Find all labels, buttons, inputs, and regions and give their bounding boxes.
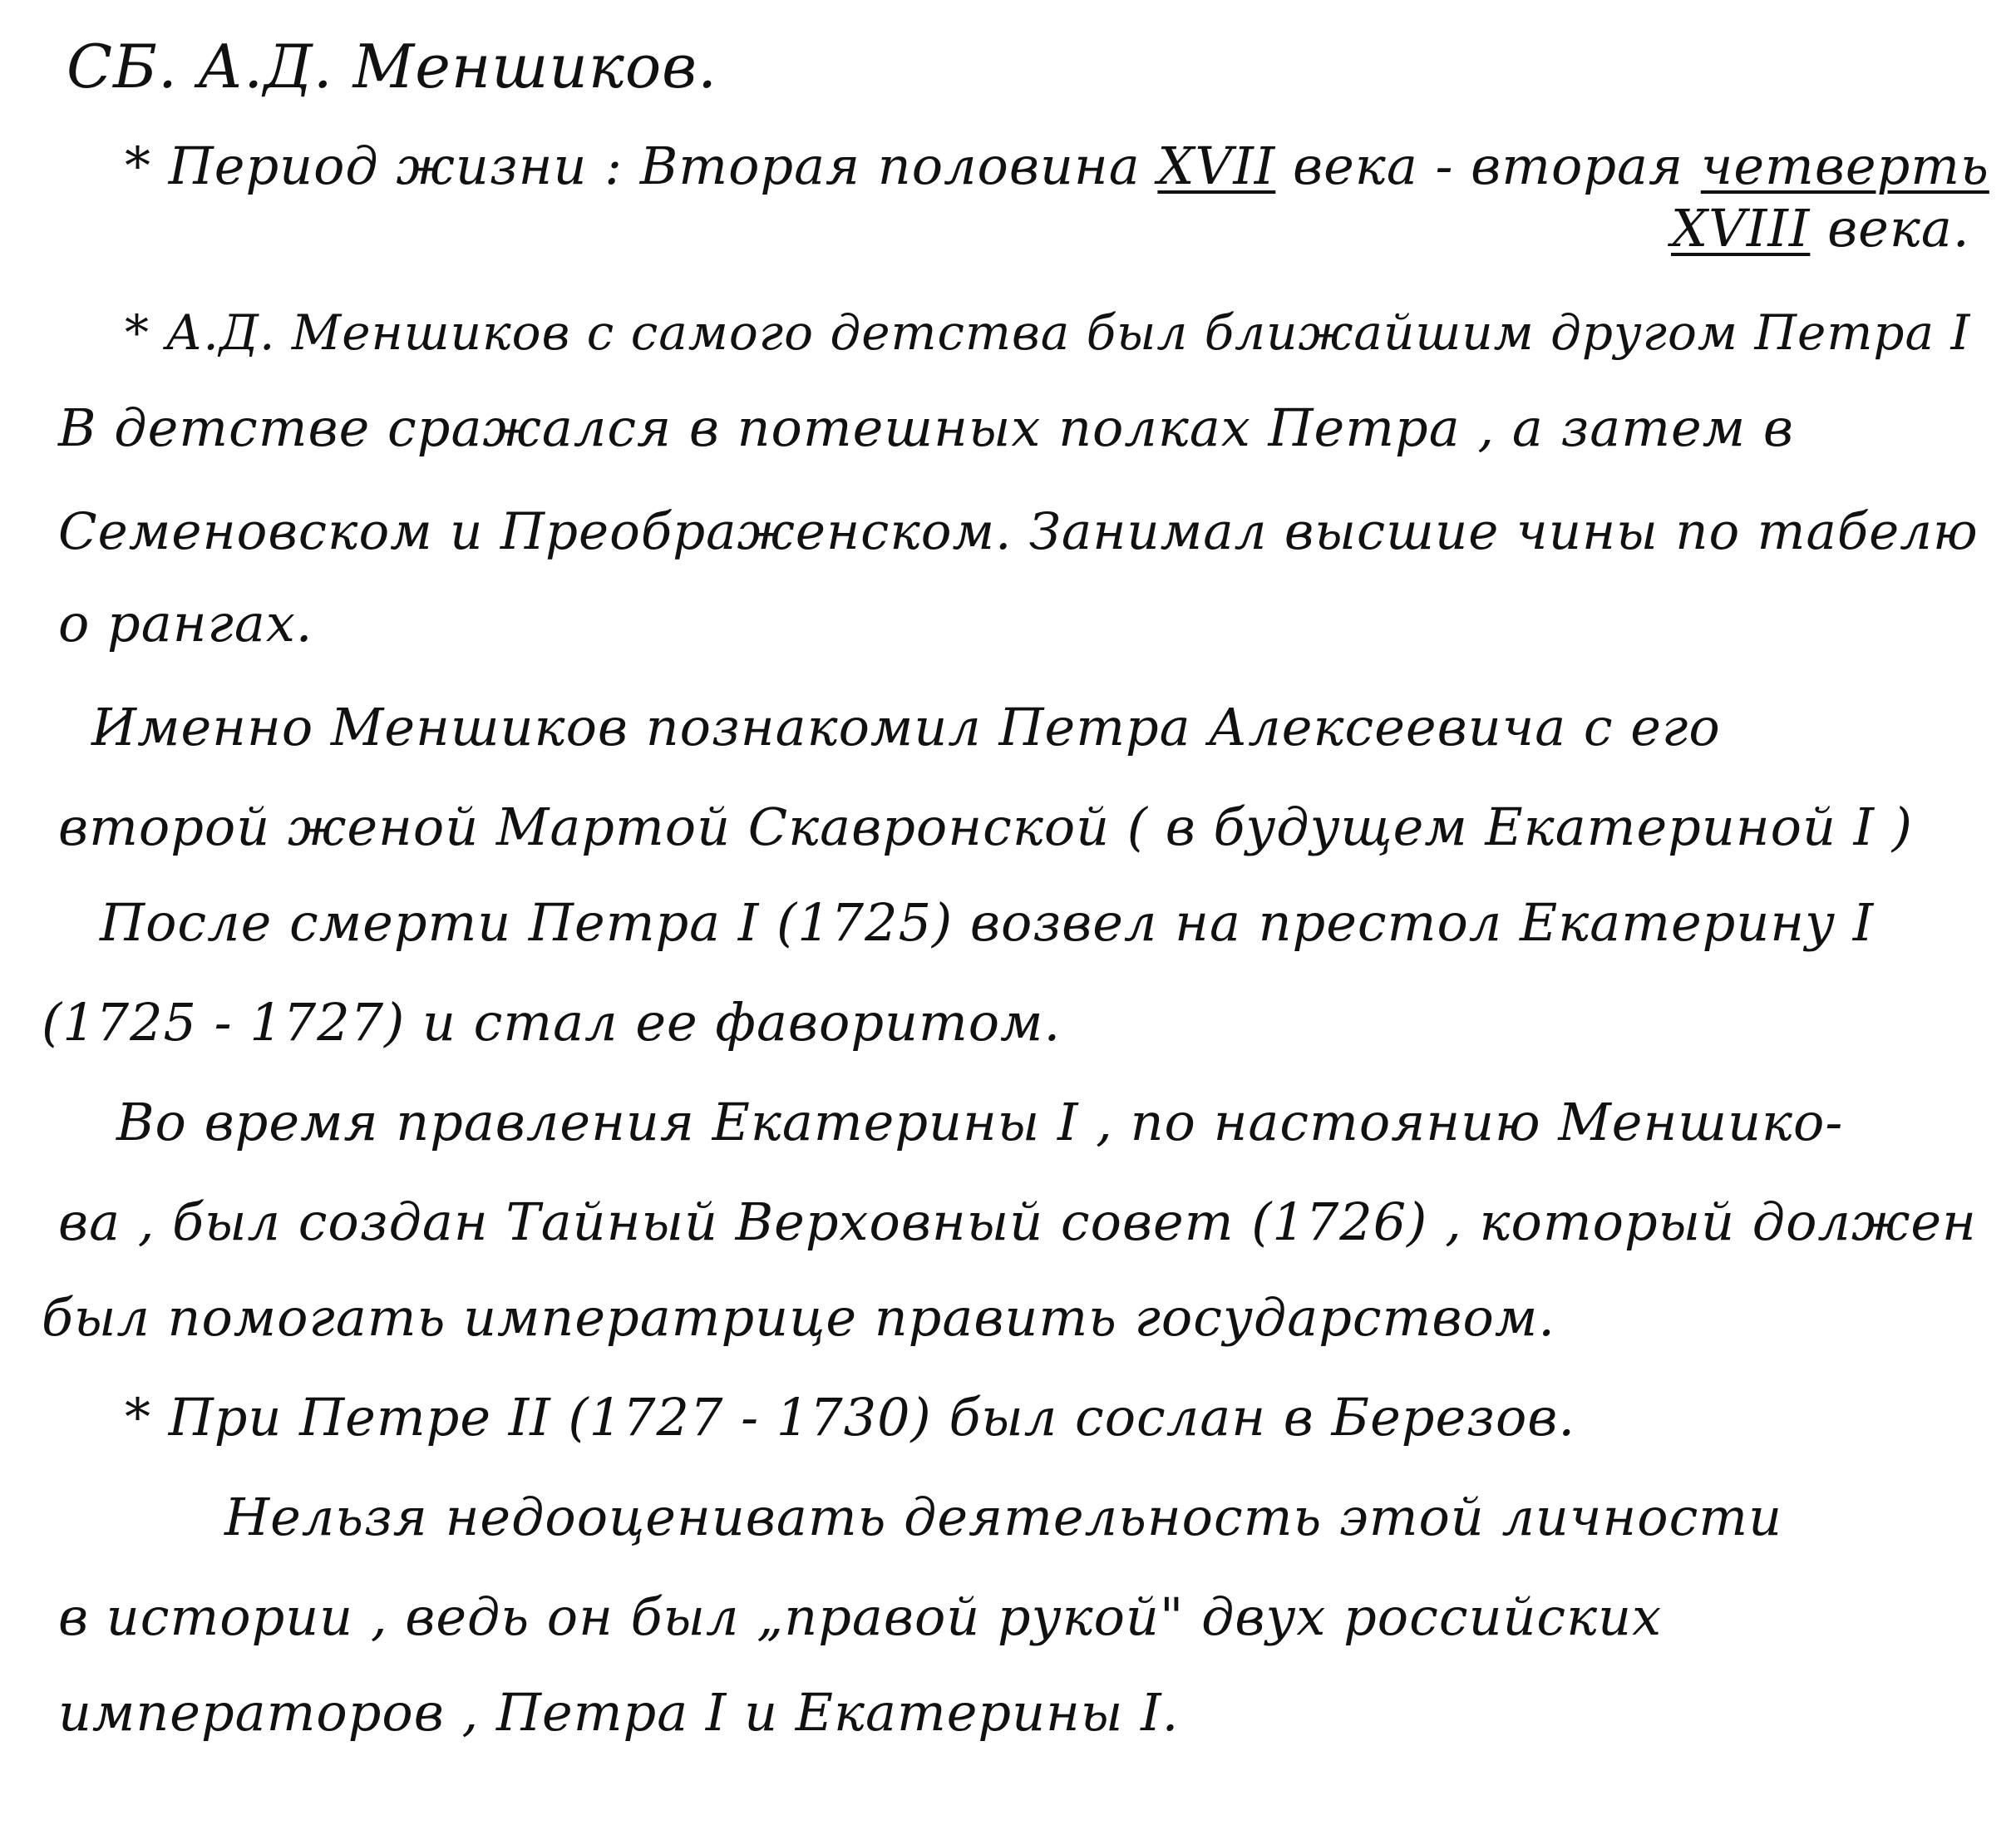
text-span: * Период жизни : Вторая половина bbox=[125, 136, 1158, 196]
underlined-span: XVIII bbox=[1671, 198, 1811, 259]
text-span: века - вторая bbox=[1275, 136, 1701, 196]
text-line-15: * При Петре II (1727 - 1730) был сослан в Березов. bbox=[125, 1387, 1576, 1448]
text-line-12: Во время правления Екатерины I , по настоянию Меншико- bbox=[116, 1092, 1844, 1152]
underlined-span: XVII bbox=[1157, 136, 1276, 196]
text-line-10: После смерти Петра I (1725) возвел на престол Екатерину I bbox=[100, 892, 1875, 953]
text-line-18: императоров , Петра I и Екатерины I. bbox=[58, 1682, 1180, 1743]
text-line-16: Нельзя недооценивать деятельность этой личности bbox=[224, 1487, 1783, 1547]
heading-line: СБ. А.Д. Меншиков. bbox=[67, 32, 717, 101]
text-line-14: был помогать императрице править государством. bbox=[42, 1287, 1555, 1348]
text-line-6: Семеновском и Преображенском. Занимал высшие чины по табелю bbox=[58, 502, 1979, 561]
text-line-9: второй женой Мартой Скавронской ( в будущем Екатериной I ) bbox=[58, 797, 1913, 857]
text-span: века. bbox=[1810, 198, 1970, 259]
text-line-8: Именно Меншиков познакомил Петра Алексеевича с его bbox=[91, 697, 1721, 757]
text-line-7: о рангах. bbox=[58, 593, 313, 654]
text-line-13: ва , был создан Тайный Верховный совет (1726) , который должен bbox=[58, 1191, 1977, 1252]
text-line-11: (1725 - 1727) и стал ее фаворитом. bbox=[42, 992, 1062, 1053]
text-line-2 bbox=[125, 133, 1989, 200]
text-line-4: * А.Д. Меншиков с самого детства был ближайшим другом Петра I bbox=[125, 304, 1971, 361]
text-line-17: в истории , ведь он был „правой рукой" двух российских bbox=[58, 1586, 1663, 1647]
text-line-3 bbox=[1671, 195, 1970, 262]
text-line-5: В детстве сражался в потешных полках Петра , а затем в bbox=[58, 397, 1794, 458]
underlined-span: четверть bbox=[1700, 136, 1989, 196]
